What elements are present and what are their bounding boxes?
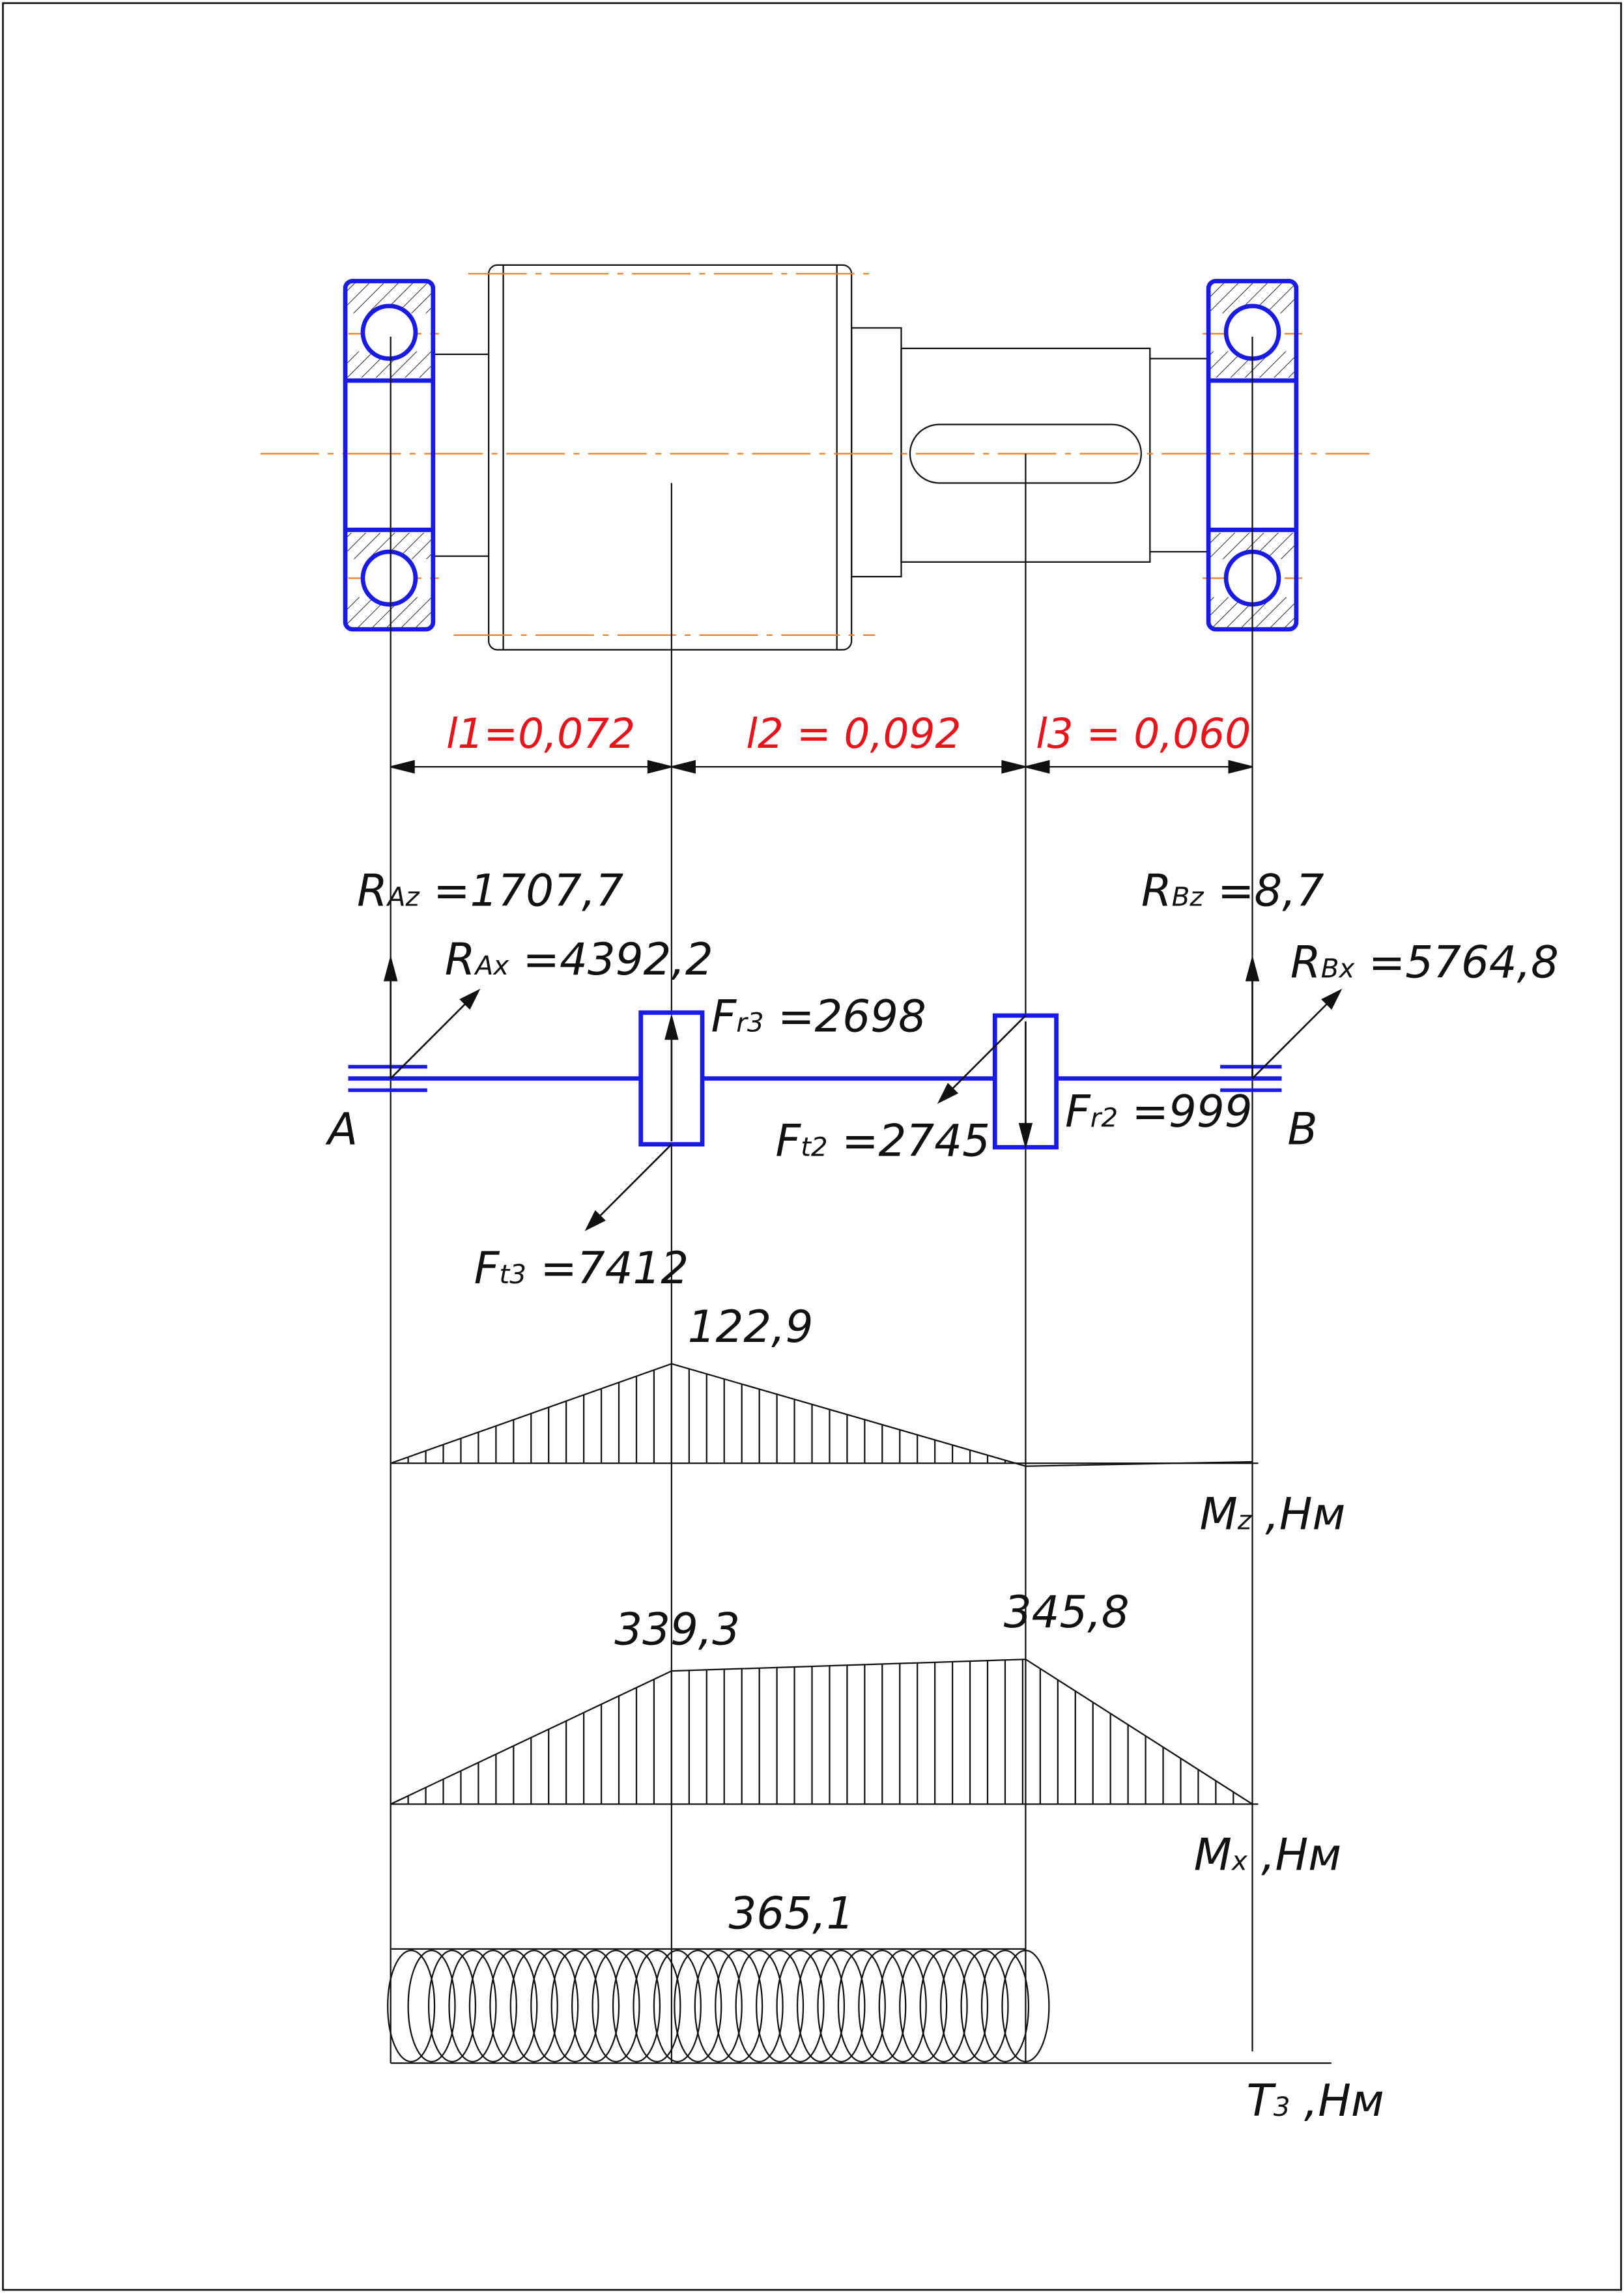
torque-loop [715, 1950, 762, 2062]
torque-loop [777, 1950, 824, 2062]
torque-loop [531, 1950, 578, 2062]
torque-loop [982, 1950, 1029, 2062]
support-a-label: A [328, 1103, 358, 1155]
torque-loop [736, 1950, 783, 2062]
torque-loop [633, 1950, 680, 2062]
center-lines [261, 274, 1369, 635]
torque-loop [674, 1950, 721, 2062]
torque-loop [797, 1950, 844, 2062]
t3-axis-label: T3 ,Нм [1246, 2074, 1384, 2126]
torque-loop [920, 1950, 967, 2062]
mx-peak-label-1: 339,3 [614, 1603, 741, 1655]
mz-hatching [408, 1364, 1005, 1464]
torque-loop [941, 1950, 988, 2062]
dim-l2-label: l2 = 0,092 [746, 709, 962, 758]
mz-peak-label: 122,9 [687, 1300, 814, 1352]
torque-loop [695, 1950, 742, 2062]
gear-body [489, 265, 851, 650]
label-raz: RAz =1707,7 [357, 864, 624, 917]
dim-l1-label: l1=0,072 [446, 709, 636, 758]
mx-hatching [408, 1659, 1234, 1804]
mz-axis-label: Mz ,Нм [1199, 1488, 1346, 1540]
label-ft3: Ft3 =7412 [474, 1242, 689, 1294]
mx-axis-label: Mx ,Нм [1193, 1829, 1342, 1881]
torque-loop [470, 1950, 517, 2062]
torque-loop [511, 1950, 558, 2062]
arrow-ft3 [591, 1145, 672, 1225]
support-a-symbol [349, 1067, 427, 1090]
torque-loop [449, 1950, 496, 2062]
collar [851, 328, 901, 577]
torque-loop [859, 1950, 905, 2062]
mz-diagram [391, 1364, 1259, 1466]
label-fr2: Fr2 =999 [1065, 1085, 1253, 1137]
t3-value-label: 365,1 [728, 1887, 855, 1939]
arrow-rax [391, 995, 474, 1079]
torque-loop [572, 1950, 619, 2062]
t3-hatching [388, 1950, 1049, 2062]
torque-loop [756, 1950, 803, 2062]
mx-peak-label-2: 345,8 [1003, 1586, 1130, 1638]
torque-loop [879, 1950, 926, 2062]
torque-loop [429, 1950, 476, 2062]
torque-loop [613, 1950, 660, 2062]
torque-loop [388, 1950, 434, 2062]
dim-l3-label: l3 = 0,060 [1036, 709, 1251, 758]
arrow-rbx [1253, 995, 1336, 1079]
t3-diagram [388, 1949, 1049, 2062]
torque-loop [900, 1950, 947, 2062]
shaft-assembly [433, 265, 1208, 650]
mx-diagram [391, 1659, 1259, 1804]
torque-loop [818, 1950, 864, 2062]
dimension-lines [391, 761, 1253, 773]
support-b-label: B [1287, 1103, 1318, 1155]
torque-loop [552, 1950, 599, 2062]
torque-loop [593, 1950, 640, 2062]
torque-loop [654, 1950, 701, 2062]
torque-loop [490, 1950, 537, 2062]
label-ft2: Ft2 =2745 [775, 1115, 990, 1167]
label-rbz: RBz =8,7 [1141, 864, 1324, 917]
torque-loop [838, 1950, 885, 2062]
torque-loop [962, 1950, 1008, 2062]
label-rax: RAx =4392,2 [444, 933, 713, 986]
label-rbx: RBx =5764,8 [1290, 936, 1559, 988]
label-fr3: Fr3 =2698 [711, 990, 926, 1042]
torque-loop [408, 1950, 455, 2062]
